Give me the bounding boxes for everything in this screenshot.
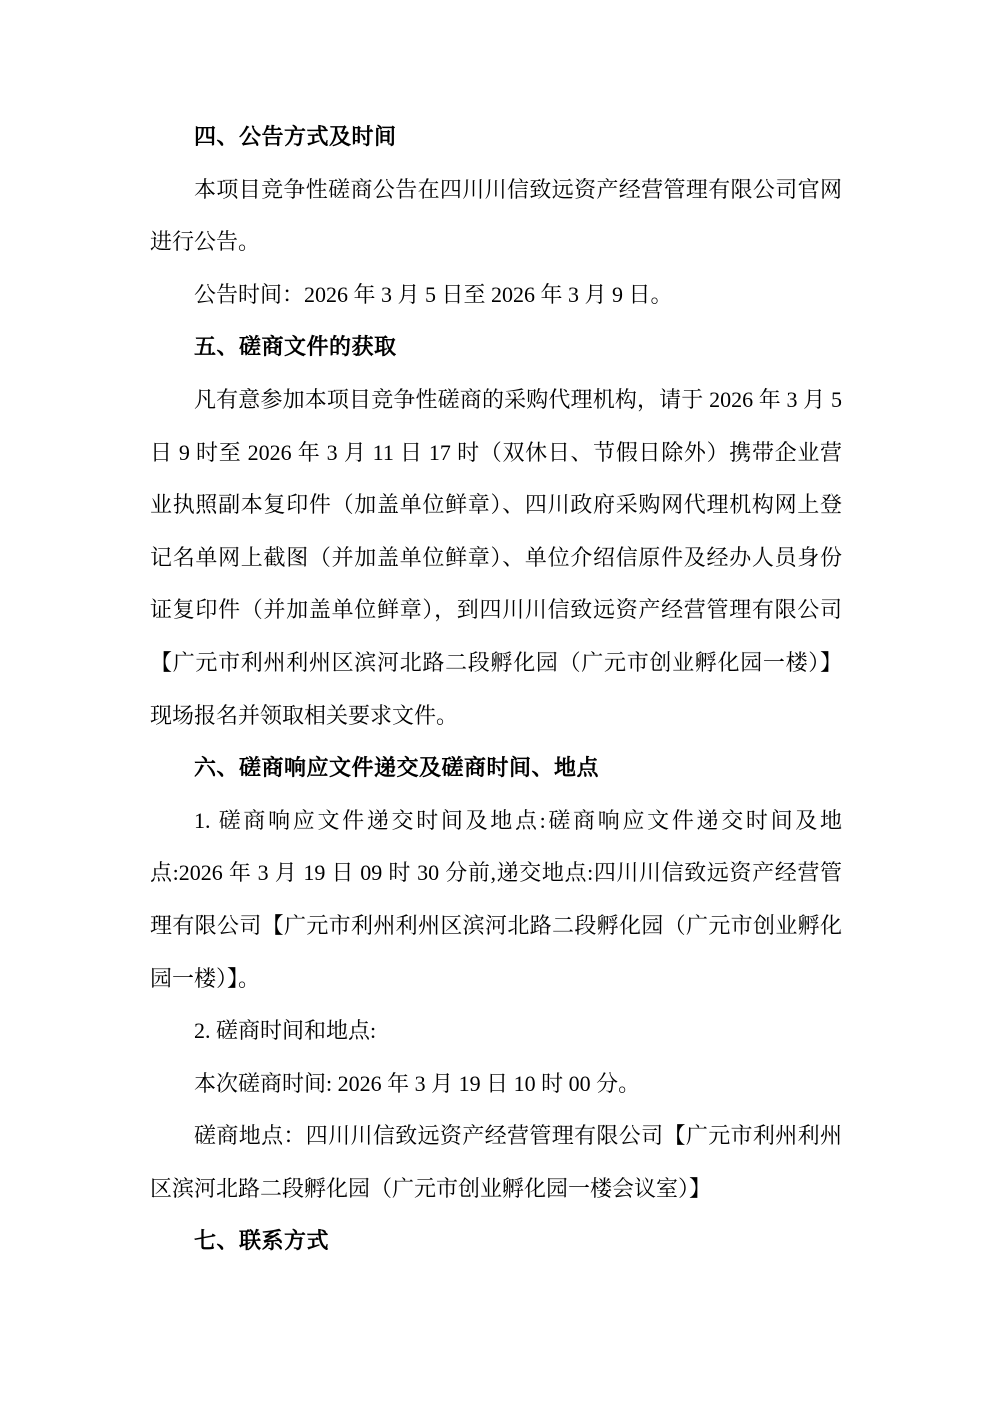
paragraph: 1. 磋商响应文件递交时间及地点:磋商响应文件递交时间及地点:2026 年 3 月 19 日 09 时 30 分前,递交地点:四川川信致远资产经营管理有限公司【广元市利州利州区滨河北路二段孵化园（广元市创业孵化园一楼）】。 (150, 807, 842, 991)
paragraph: 本次磋商时间: 2026 年 3 月 19 日 10 时 00 分。 (194, 1070, 641, 1096)
paragraph: 本项目竞争性磋商公告在四川川信致远资产经营管理有限公司官网进行公告。 (150, 176, 842, 255)
section-heading: 四、公告方式及时间 (194, 124, 397, 149)
section-heading: 五、磋商文件的获取 (194, 334, 397, 360)
section-heading: 七、联系方式 (194, 1228, 330, 1254)
paragraph: 2. 磋商时间和地点: (194, 1018, 377, 1044)
document-section (150, 111, 842, 321)
document-section (150, 742, 842, 1215)
section-heading: 六、磋商响应文件递交及磋商时间、地点 (194, 755, 600, 781)
document-section (150, 1215, 842, 1268)
paragraph: 公告时间：2026 年 3 月 5 日至 2026 年 3 月 9 日。 (194, 281, 673, 307)
paragraph: 磋商地点：四川川信致远资产经营管理有限公司【广元市利州利州区滨河北路二段孵化园（广元市创业孵化园一楼会议室）】 (150, 1123, 842, 1201)
document-section (150, 321, 842, 742)
paragraph: 凡有意参加本项目竞争性磋商的采购代理机构，请于 2026 年 3 月 5 日 9 时至 2026 年 3 月 11 日 17 时（双休日、节假日除外）携带企业营业执照副本复印件（加盖单位鲜章）、四川政府采购网代理机构网上登记名单网上截图（并加盖单位鲜章）、单位介绍信原件及经办人员身份证复印件（并加盖单位鲜章），到四川川信致远资产经营管理有限公司【广元市利州利州区滨河北路二段孵化园（广元市创业孵化园一楼）】现场报名并领取相关要求文件。 (150, 386, 842, 728)
document-content (150, 111, 842, 1268)
